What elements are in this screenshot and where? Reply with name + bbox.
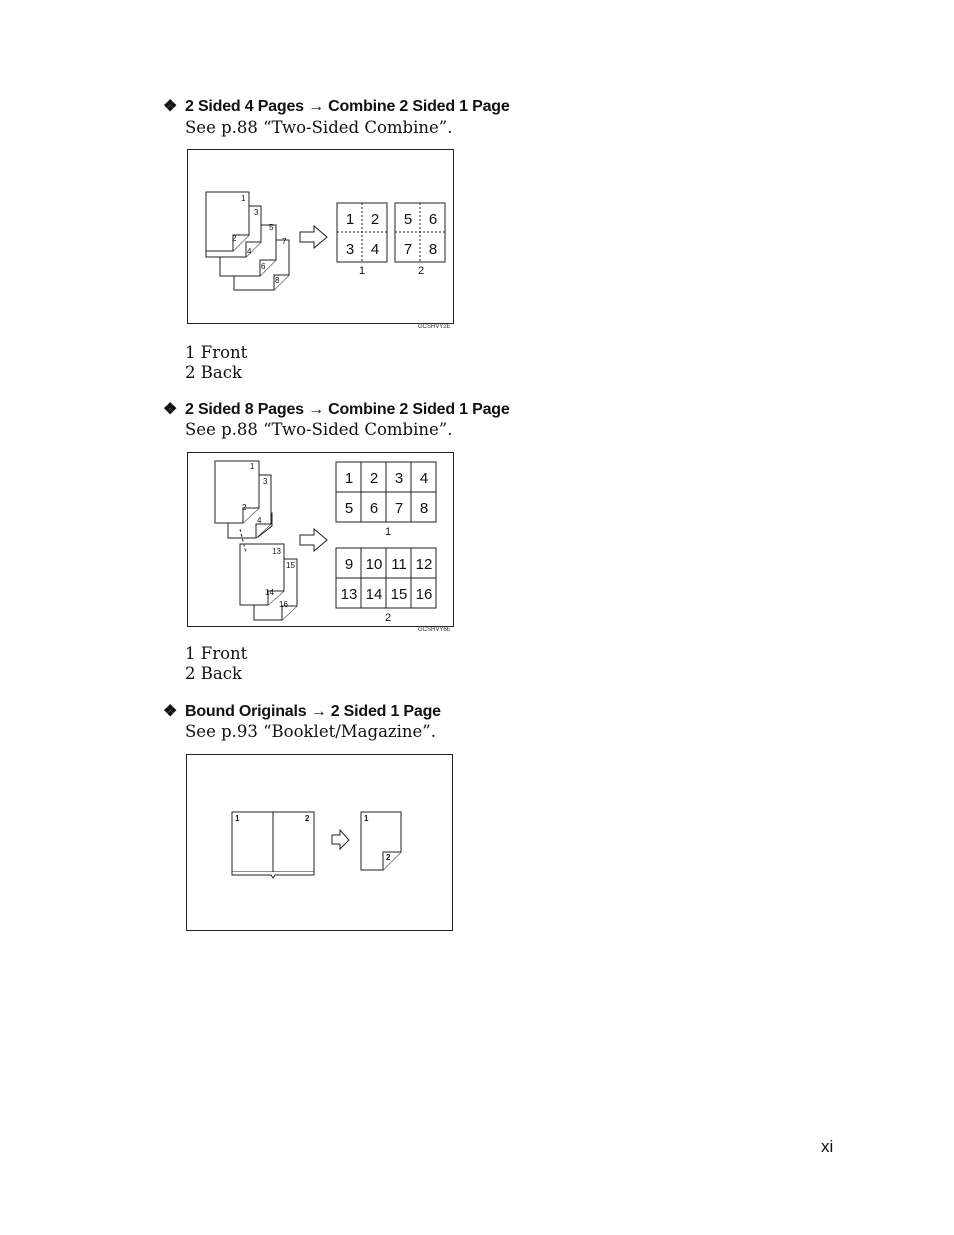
figure-code: GCSHVY2E [418, 324, 451, 330]
right-arrow-icon [300, 529, 327, 551]
original-label: 1 [250, 462, 255, 471]
output-page-number: 9 [344, 556, 354, 573]
output-page-number: 5 [344, 500, 354, 517]
sheet-label: 2 [384, 612, 392, 624]
output-page-number: 3 [345, 241, 355, 258]
reference-link[interactable]: See p.88 “Two-Sided Combine”. [185, 420, 453, 439]
output-page-number: 3 [394, 470, 404, 487]
book-page-label: 1 [235, 814, 240, 823]
section-heading-2sided4: ❖ 2 Sided 4 Pages → Combine 2 Sided 1 Page [163, 98, 510, 115]
legend-item-front: 1 Front [185, 343, 248, 362]
diagram-2sided4 [188, 150, 453, 323]
output-page-number: 16 [415, 586, 433, 603]
output-page-number: 4 [370, 241, 380, 258]
original-label: 13 [272, 547, 281, 556]
output-page-number: 6 [428, 211, 438, 228]
output-page-number: 11 [391, 556, 407, 573]
original-label: 2 [242, 503, 247, 512]
sheet-label: 1 [358, 265, 366, 277]
output-page-number: 8 [419, 500, 429, 517]
original-label: 3 [263, 477, 268, 486]
diagram-2sided8 [188, 453, 453, 626]
output-page-number: 5 [403, 211, 413, 228]
legend-item-front: 1 Front [185, 644, 248, 663]
sheet-label: 2 [417, 265, 425, 277]
output-page-number: 7 [394, 500, 404, 517]
section-heading-2sided8: ❖ 2 Sided 8 Pages → Combine 2 Sided 1 Page [163, 401, 510, 418]
output-page-number: 1 [344, 470, 354, 487]
original-label: 2 [232, 234, 237, 243]
legend-item-back: 2 Back [185, 664, 242, 683]
output-page-number: 1 [345, 211, 355, 228]
original-label: 3 [254, 208, 259, 217]
output-page-number: 12 [415, 556, 433, 573]
output-page-number: 15 [390, 586, 408, 603]
figure-code: GCSHVY6E [418, 627, 451, 633]
figure-2sided4-combine [187, 149, 454, 324]
output-page-number: 13 [340, 586, 358, 603]
book-page-label: 2 [305, 814, 310, 823]
diamond-bullet-icon: ❖ [163, 401, 178, 418]
original-label: 4 [257, 516, 262, 525]
reference-link[interactable]: See p.93 “Booklet/Magazine”. [185, 722, 436, 741]
original-label: 16 [279, 600, 288, 609]
diagram-bound-originals [187, 755, 452, 930]
legend [185, 644, 247, 684]
right-arrow-icon [332, 830, 349, 849]
output-page-number: 8 [428, 241, 438, 258]
section-heading-bound-originals: ❖ Bound Originals → 2 Sided 1 Page [163, 703, 441, 720]
figure-2sided8-combine [187, 452, 454, 627]
original-label: 5 [269, 223, 274, 232]
right-arrow-icon [300, 226, 327, 248]
diamond-bullet-icon: ❖ [163, 703, 178, 720]
output-page-number: 4 [419, 470, 429, 487]
page-number: xi [821, 1137, 834, 1156]
reference-link[interactable]: See p.88 “Two-Sided Combine”. [185, 118, 453, 137]
original-label: 15 [286, 561, 295, 570]
output-page-number: 2 [370, 211, 380, 228]
original-label: 14 [265, 588, 274, 597]
diamond-bullet-icon: ❖ [163, 98, 178, 115]
original-label: 7 [282, 237, 287, 246]
output-page-number: 14 [365, 586, 383, 603]
output-page-label: 1 [364, 814, 369, 823]
legend [185, 343, 247, 383]
output-page-number: 7 [403, 241, 413, 258]
figure-bound-originals [186, 754, 453, 931]
legend-item-back: 2 Back [185, 363, 242, 382]
original-label: 1 [241, 194, 246, 203]
output-page-number: 10 [365, 556, 383, 573]
output-page-label: 2 [386, 853, 391, 862]
original-label: 6 [261, 262, 266, 271]
sheet-label: 1 [384, 526, 392, 538]
output-page-number: 2 [369, 470, 379, 487]
original-label: 8 [275, 276, 280, 285]
output-page-number: 6 [369, 500, 379, 517]
original-label: 4 [247, 247, 252, 256]
